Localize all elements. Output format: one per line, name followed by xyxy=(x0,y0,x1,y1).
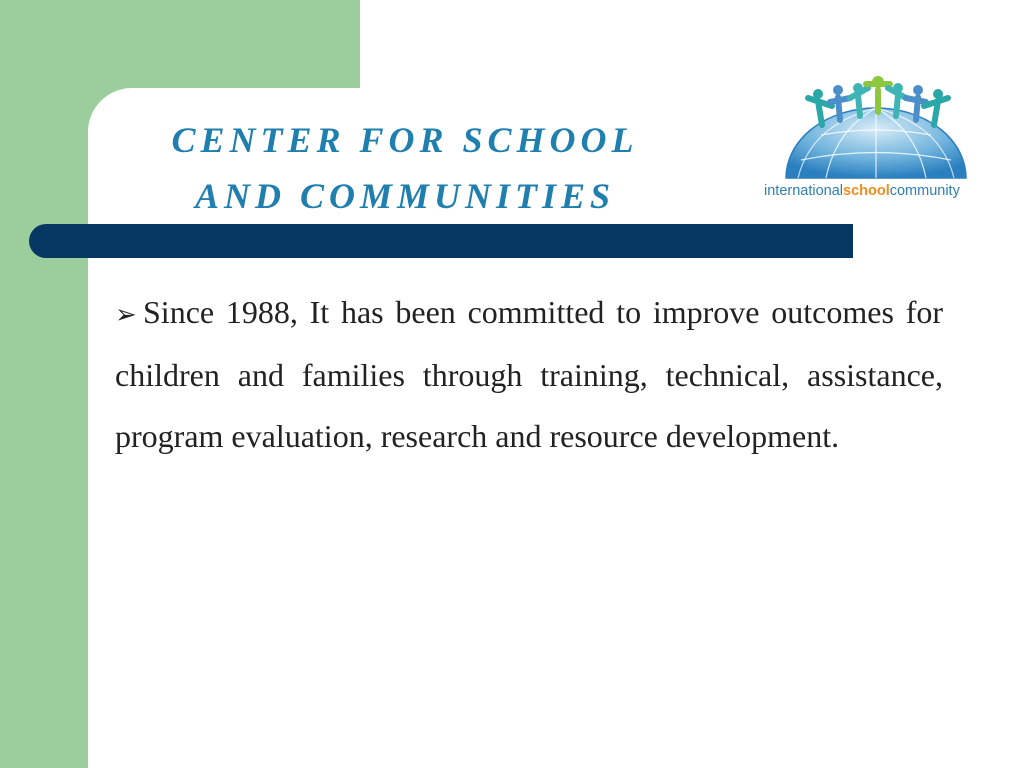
title-underline-bar xyxy=(29,224,853,258)
bullet-text: Since 1988, It has been committed to improve outcomes for children and families through training, technical, assistance, program evaluation, research and resource development. xyxy=(115,294,943,454)
logo-text-community: community xyxy=(889,183,960,199)
logo-wordmark xyxy=(764,183,960,199)
title-line-2: AND COMMUNITIES xyxy=(194,176,616,216)
logo-text-school: school xyxy=(843,183,890,199)
logo-text-international: international xyxy=(764,183,843,199)
slide-title xyxy=(115,112,695,224)
bullet-paragraph xyxy=(115,282,943,467)
title-line-1: CENTER FOR SCHOOL xyxy=(171,120,639,160)
arrow-bullet-icon: ➢ xyxy=(115,300,137,329)
